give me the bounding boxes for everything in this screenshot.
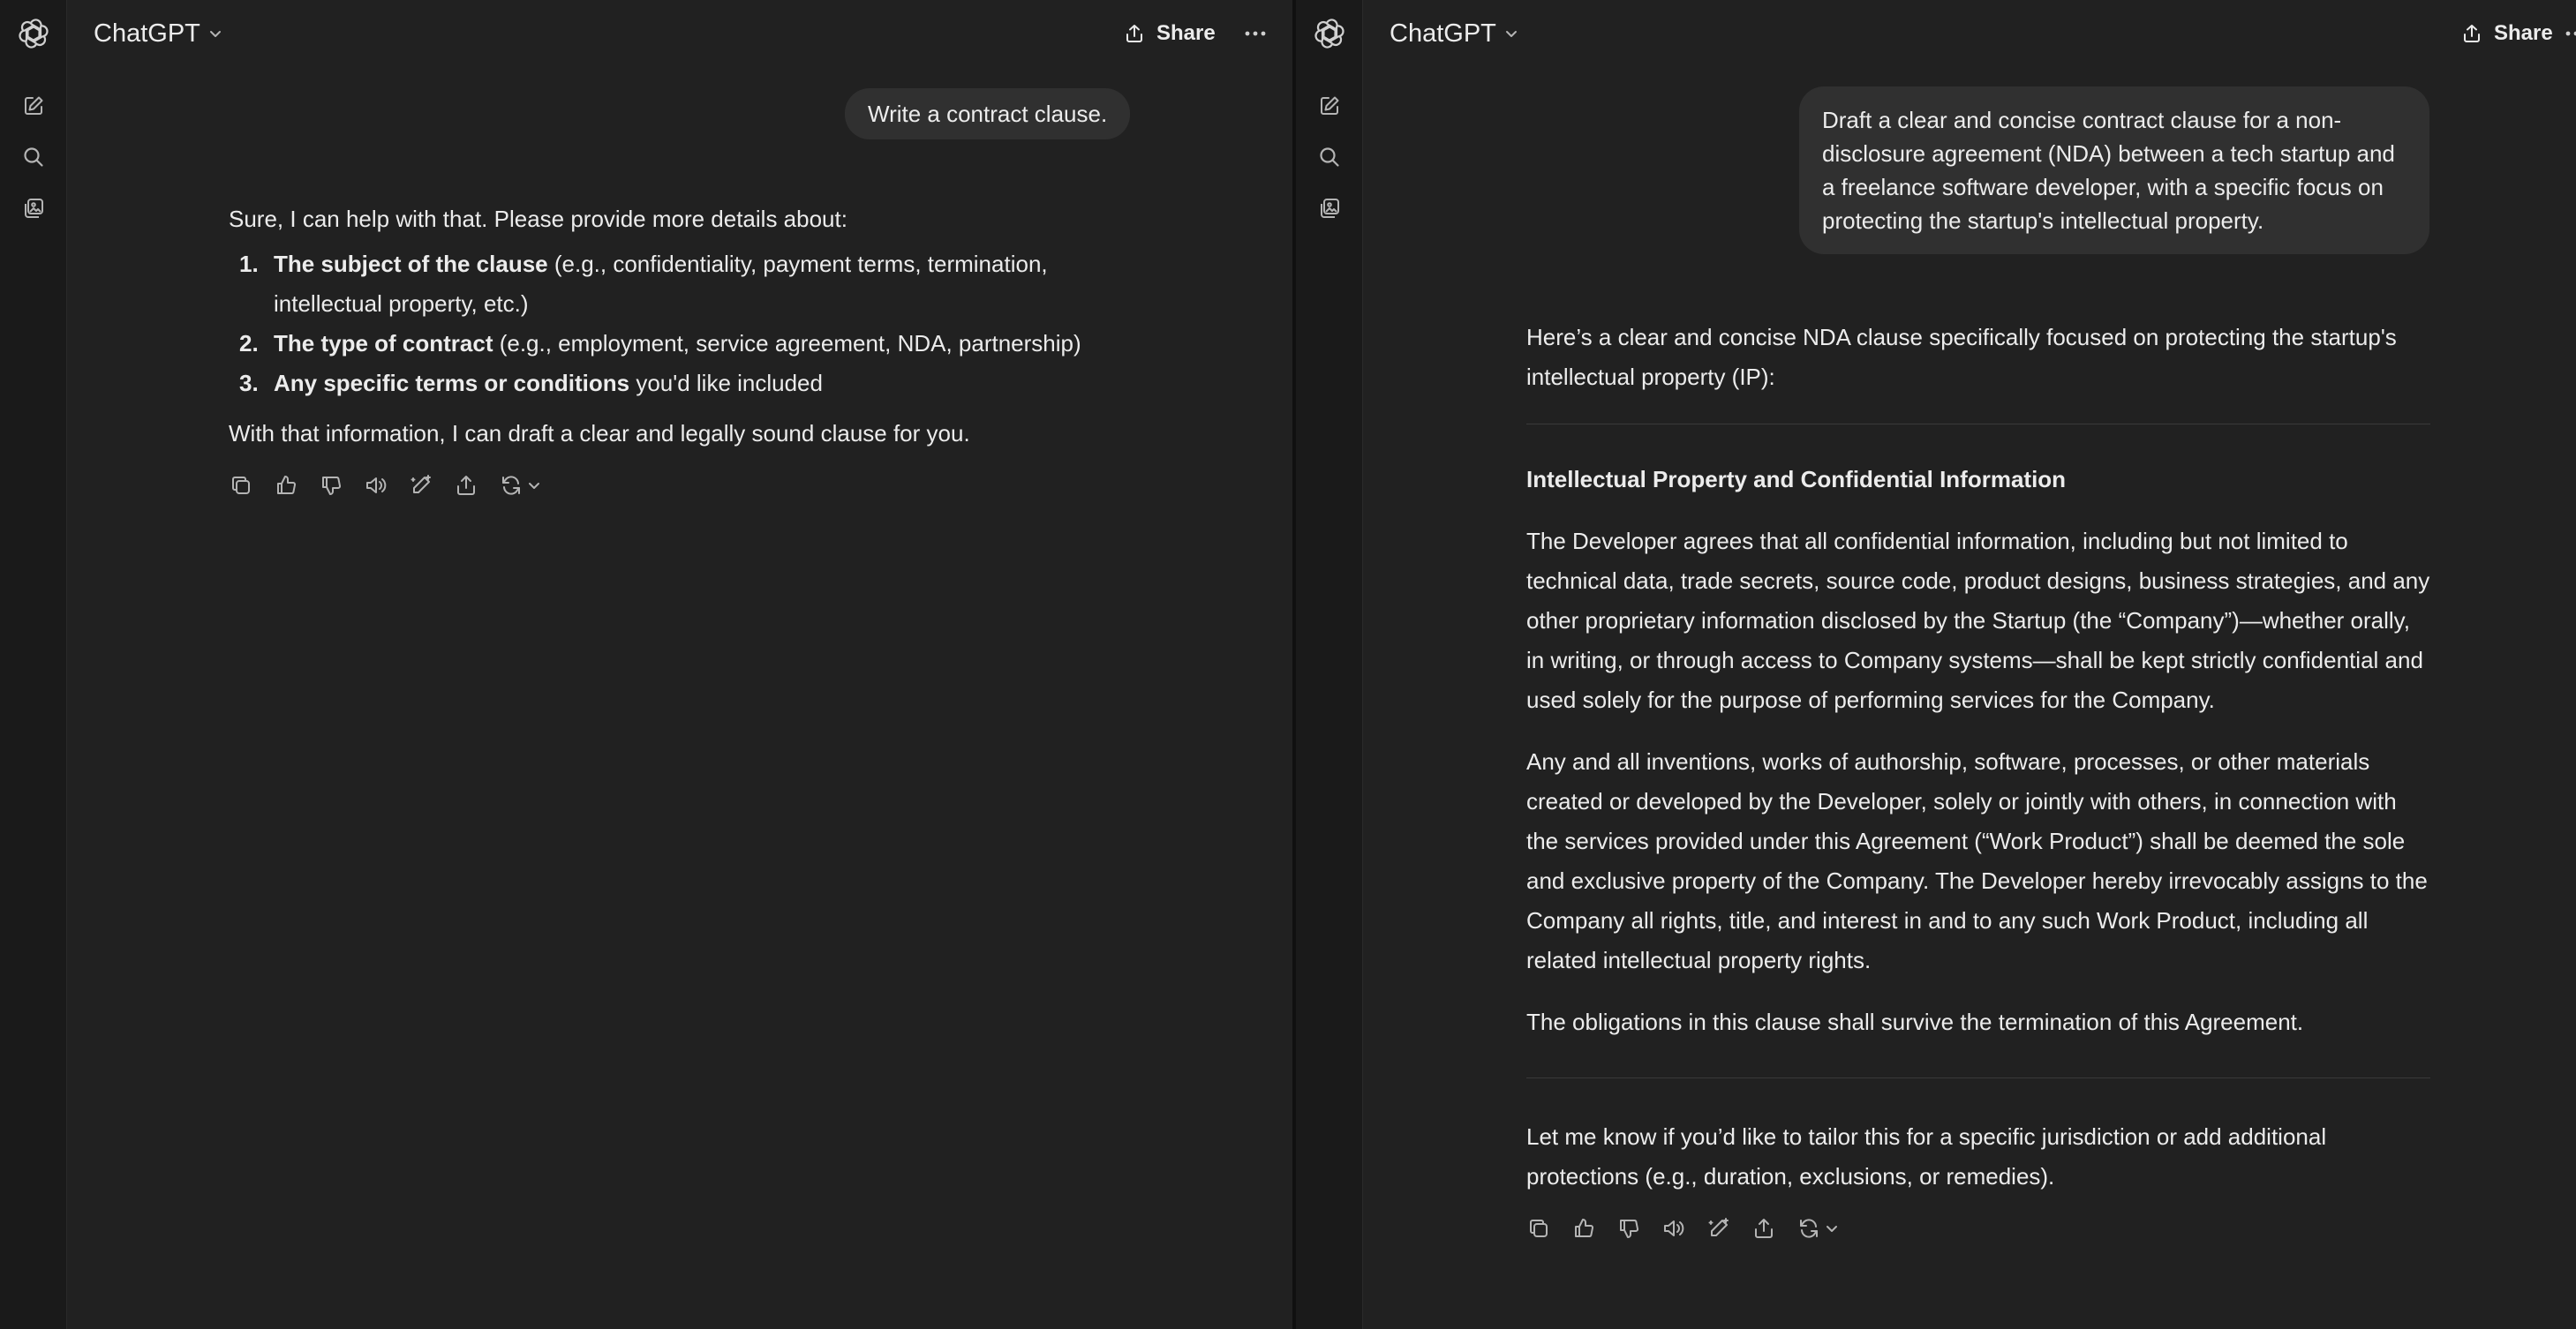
clause-paragraph: The obligations in this clause shall survive the termination of this Agreement. (1526, 1009, 2304, 1035)
search-icon[interactable] (0, 139, 67, 175)
list-item-text: you'd like included (629, 370, 823, 396)
share-icon (1123, 22, 1146, 45)
list-item-bold: The type of contract (274, 330, 493, 357)
thumbs-down-icon[interactable] (319, 468, 364, 503)
assistant-intro: Here’s a clear and concise NDA clause specifically focused on protecting the startup's intellectual property (IP): (1526, 324, 2397, 390)
list-item (229, 364, 1129, 403)
sidebar-rail (0, 0, 67, 1329)
model-selector[interactable] (94, 16, 223, 51)
list-item (229, 244, 1129, 324)
more-options-icon[interactable] (2558, 16, 2576, 51)
model-selector[interactable] (1390, 16, 1519, 51)
openai-logo-icon[interactable] (0, 16, 67, 51)
sidebar-rail (1296, 0, 1363, 1329)
list-item-bold: The subject of the clause (274, 251, 548, 277)
clause-paragraph: The Developer agrees that all confidential information, including but not limited to technical data, trade secrets, source code, product designs, business strategies, and any other proprietary information disclosed by the Startup (the “Company”)—whether orally, in writing, or through access to Company systems—shall be kept strictly confidential and used solely for the purpose of performing services for the Company. (1526, 528, 2430, 713)
library-icon[interactable] (0, 191, 67, 226)
list-item-text: (e.g., employment, service agreement, NDA, partnership) (493, 330, 1081, 357)
openai-logo-icon[interactable] (1296, 16, 1363, 51)
assistant-message (1526, 318, 2430, 1246)
share-icon[interactable] (454, 468, 499, 503)
read-aloud-icon[interactable] (1661, 1211, 1706, 1246)
assistant-outro: With that information, I can draft a clear and legally sound clause for you. (229, 420, 970, 447)
library-icon[interactable] (1296, 191, 1363, 226)
top-bar (1363, 0, 2576, 67)
details-list (229, 244, 1129, 403)
new-chat-icon[interactable] (1296, 88, 1363, 124)
regenerate-icon (1796, 1216, 1821, 1241)
copy-icon[interactable] (229, 468, 274, 503)
clause-paragraph: Any and all inventions, works of authorship, software, processes, or other materials created or developed by the Developer, solely or jointly with others, in connection with the services provided under this Agreement (“Work Product”) shall be deemed the sole and exclusive property of the Company. The Developer hereby irrevocably assigns to the Company all rights, title, and interest in and to any such Work Product, including all related intellectual property rights. (1526, 748, 2428, 973)
model-name: ChatGPT (94, 19, 200, 48)
share-label: Share (2494, 21, 2553, 45)
chevron-down-icon (1503, 26, 1519, 41)
list-item (229, 324, 1129, 364)
copy-icon[interactable] (1526, 1211, 1571, 1246)
thumbs-up-icon[interactable] (274, 468, 319, 503)
message-actions (1526, 1211, 2430, 1246)
list-number: 1. (239, 251, 259, 277)
share-icon (2460, 22, 2483, 45)
top-bar (67, 0, 1292, 67)
regenerate-icon (499, 473, 523, 498)
list-item-bold: Any specific terms or conditions (274, 370, 630, 396)
chevron-down-icon (207, 26, 223, 41)
read-aloud-icon[interactable] (364, 468, 409, 503)
share-icon[interactable] (1751, 1211, 1796, 1246)
chevron-down-icon (527, 478, 541, 492)
list-number: 3. (239, 370, 259, 396)
user-message: Write a contract clause. (845, 88, 1130, 139)
clause-heading: Intellectual Property and Confidential Information (1526, 466, 2067, 492)
right-chat-window (1296, 0, 2576, 1329)
chevron-down-icon (1825, 1221, 1839, 1235)
edit-icon[interactable] (1706, 1211, 1751, 1246)
message-actions (229, 468, 1129, 503)
assistant-outro: Let me know if you’d like to tailor this for a specific jurisdiction or add additional protections (e.g., duration, exclusions, or remedies). (1526, 1123, 2327, 1190)
share-button[interactable] (1123, 16, 1216, 51)
edit-icon[interactable] (409, 468, 454, 503)
user-message: Draft a clear and concise contract clause for a non-disclosure agreement (NDA) between a tech startup and a freelance software developer, with a specific focus on protecting the startup's intellectual property. (1799, 86, 2429, 254)
list-number: 2. (239, 330, 259, 357)
share-label: Share (1156, 21, 1216, 45)
thumbs-up-icon[interactable] (1571, 1211, 1616, 1246)
search-icon[interactable] (1296, 139, 1363, 175)
new-chat-icon[interactable] (0, 88, 67, 124)
assistant-message (229, 199, 1129, 503)
share-button[interactable] (2460, 16, 2553, 51)
regenerate-button[interactable] (1796, 1211, 1853, 1246)
assistant-intro: Sure, I can help with that. Please provide more details about: (229, 206, 847, 232)
list-item-text: (e.g., confidentiality, payment terms, termination, intellectual property, etc.) (274, 251, 1048, 317)
regenerate-button[interactable] (499, 468, 555, 503)
model-name: ChatGPT (1390, 19, 1496, 48)
divider (1526, 1077, 2430, 1078)
thumbs-down-icon[interactable] (1616, 1211, 1661, 1246)
more-options-icon[interactable] (1238, 16, 1273, 51)
